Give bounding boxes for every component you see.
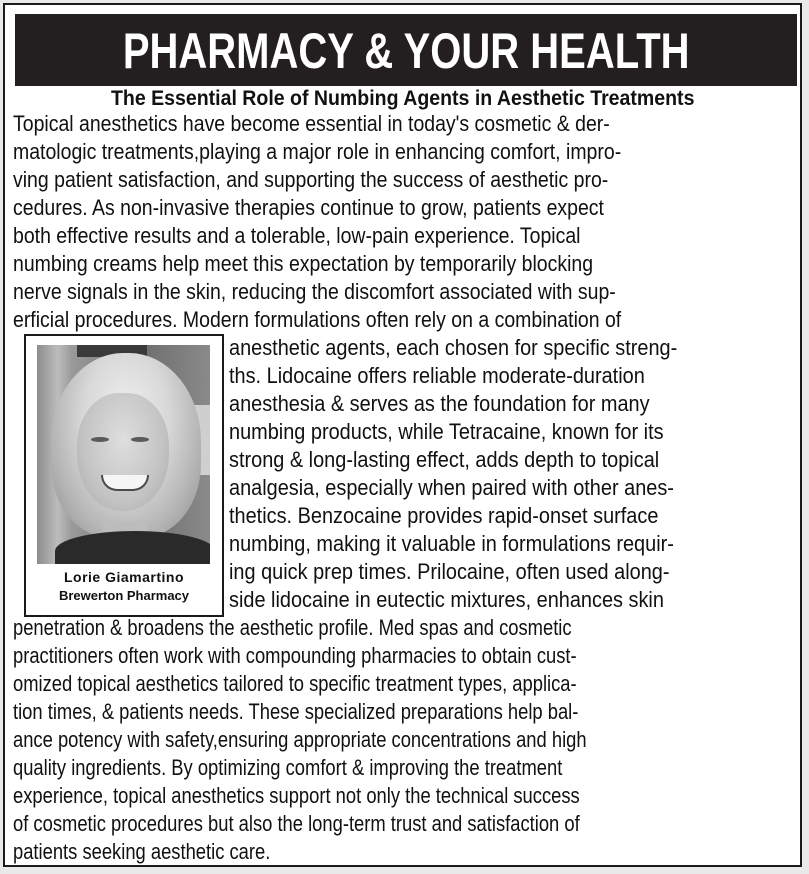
body-line: ance potency with safety,ensuring appropriate concentrations and high	[13, 727, 587, 752]
photo-eye	[131, 437, 149, 442]
banner-title: PHARMACY & YOUR HEALTH	[122, 23, 690, 79]
column-banner	[15, 14, 797, 86]
body-line: analgesia, especially when paired with other anes-	[229, 475, 674, 500]
body-line: anesthetic agents, each chosen for specific streng-	[229, 335, 678, 360]
body-line: numbing, making it valuable in formulations requir-	[229, 531, 674, 556]
body-line: Topical anesthetics have become essential in today's cosmetic & der-	[13, 111, 610, 136]
article-title	[5, 87, 800, 111]
article-body-lower	[13, 614, 700, 866]
body-line: of cosmetic procedures but also the long-term trust and satisfaction of	[13, 811, 580, 836]
body-line: ving patient satisfaction, and supporting the success of aesthetic pro-	[13, 167, 609, 192]
body-line: quality ingredients. By optimizing comfort & improving the treatment	[13, 755, 563, 780]
body-line: matologic treatments,playing a major role in enhancing comfort, impro-	[13, 139, 622, 164]
author-organization: Brewerton Pharmacy	[58, 588, 190, 603]
body-line: anesthesia & serves as the foundation for many	[229, 391, 650, 416]
photo-eye	[91, 437, 109, 442]
body-line: ing quick prep times. Prilocaine, often used along-	[229, 559, 670, 584]
body-line: thetics. Benzocaine provides rapid-onset surface	[229, 503, 659, 528]
author-photo-box	[24, 334, 224, 617]
body-line: numbing products, while Tetracaine, known for its	[229, 419, 664, 444]
body-line: omized topical aesthetics tailored to specific treatment types, applica-	[13, 671, 577, 696]
article-body-wrap	[229, 334, 724, 614]
body-line: strong & long-lasting effect, adds depth to topical	[229, 447, 660, 472]
body-line: practitioners often work with compounding pharmacies to obtain cust-	[13, 643, 577, 668]
author-photo	[37, 345, 210, 564]
photo-face	[77, 393, 169, 511]
body-line: experience, topical anesthetics support not only the technical success	[13, 783, 580, 808]
body-line: both effective results and a tolerable, low-pain experience. Topical	[13, 223, 581, 248]
body-line: ths. Lidocaine offers reliable moderate-duration	[229, 363, 645, 388]
author-name: Lorie Giamartino	[63, 569, 185, 585]
body-line: penetration & broadens the aesthetic profile. Med spas and cosmetic	[13, 615, 572, 640]
article-body-upper	[13, 110, 700, 334]
body-line: erficial procedures. Modern formulations often rely on a combination of	[13, 307, 622, 332]
body-line: nerve signals in the skin, reducing the discomfort associated with sup-	[13, 279, 616, 304]
body-line: numbing creams help meet this expectation by temporarily blocking	[13, 251, 594, 276]
body-line: patients seeking aesthetic care.	[13, 839, 271, 864]
article-title-text: The Essential Role of Numbing Agents in Aesthetic Treatments	[110, 87, 695, 110]
body-line: side lidocaine in eutectic mixtures, enhances skin	[229, 587, 664, 612]
photo-shirt	[55, 531, 210, 564]
newspaper-column	[3, 3, 802, 867]
body-line: cedures. As non-invasive therapies continue to grow, patients expect	[13, 195, 604, 220]
body-line: tion times, & patients needs. These specialized preparations help bal-	[13, 699, 579, 724]
